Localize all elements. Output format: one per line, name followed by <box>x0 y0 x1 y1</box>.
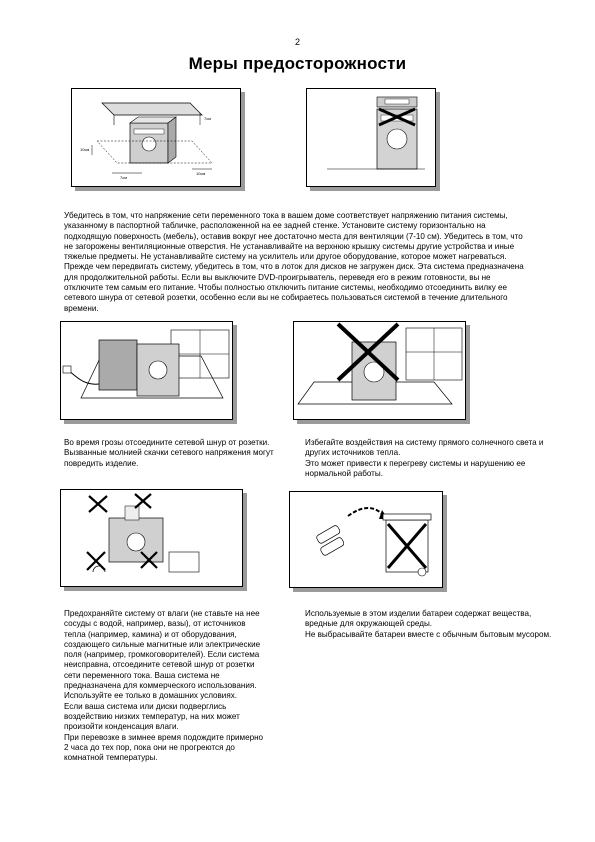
caption-sunlight-line-1: Избегайте воздействия на систему прямого солнечного света и других источников тепла. <box>305 438 544 458</box>
figure-sunlight <box>293 321 466 420</box>
figure-ventilation-clearance <box>71 88 241 187</box>
clearance-label-top: 7см <box>204 116 211 121</box>
page-number: 2 <box>294 37 300 47</box>
intro-paragraph <box>64 211 531 314</box>
intro-text: Убедитесь в том, что напряжение сети переменного тока в вашем доме соответствует напряжению питания системы, указанному в паспортной табличке, расположенной на ее задней стенке. Установите систему горизонтально на подходящую поверхность (мебель), оставив вокруг нее достаточно места для вентиляции (7-10 см). Убедитесь в том, что не загорожены вентиляционные отверстия. Не устанавливайте на верхнюю крышку системы другие устройства и иные тяжелые предметы. Не устанавливайте систему на усилитель или другое оборудование, которое может нагреваться. Прежде чем передвигать систему, убедитесь в том, что в лоток для дисков не загружен диск. Эта система предназначена для продолжительной работы. Если вы выключите DVD-проигрыватель, переведя его в режим готовности, вы не отключите тем самым его питание. Чтобы полностью отключить питание системы, необходимо отсоединить вилку ее сетевого шнура от сетевой розетки, особенно если вы не собираетесь пользоваться системой в течение длительного времени. <box>64 211 524 313</box>
caption-moisture-para-3: При перевозке в зимнее время подождите примерно 2 часа до тех пор, пока они не прогреются до комнатной температуры. <box>64 732 264 763</box>
caption-moisture-para-1: Предохраняйте систему от влаги (не ставьте на нее сосуды с водой, например, вазы), от источников тепла (например, камина) и от оборудования, создающего сильные магнитные или электрические поля (например, громкоговорителей). Если система неисправна, отсоедините сетевой шнур от розетки сети переменного тока. Ваша система не предназначена для коммерческого использования. Используйте ее только в домашних условиях. <box>64 609 261 701</box>
battery-disposal-illustration <box>290 492 442 587</box>
page-title: Меры предосторожности <box>188 54 407 73</box>
stack-prohibited-illustration <box>307 89 435 186</box>
figure-battery-disposal <box>289 491 443 588</box>
figure-moisture-magnets <box>60 489 243 587</box>
caption-moisture <box>64 609 264 763</box>
caption-battery <box>305 609 555 640</box>
figure-unplug <box>60 321 233 420</box>
caption-battery-line-1: Используемые в этом изделии батареи содержат вещества, вредные для окружающей среды. <box>305 609 532 629</box>
sunlight-illustration <box>294 322 465 419</box>
clearance-label-right: 10см <box>196 171 206 176</box>
caption-battery-line-2: Не выбрасывайте батареи вместе с обычным бытовым мусором. <box>305 629 552 639</box>
caption-moisture-para-2: Если ваша система или диски подверглись воздействию низких температур, на них может произойти конденсация влаги. <box>64 701 240 732</box>
figure-nothing-on-top <box>306 88 436 187</box>
moisture-illustration <box>61 490 242 586</box>
ventilation-illustration <box>72 89 240 186</box>
clearance-label-left: 10см <box>80 147 90 152</box>
unplug-illustration <box>61 322 232 419</box>
caption-thunderstorm-text: Во время грозы отсоедините сетевой шнур от розетки. Вызванные молнией скачки сетевого напряжения могут повредить изделие. <box>64 438 274 468</box>
clearance-label-bottom: 7см <box>120 175 127 180</box>
caption-sunlight-line-2: Это может привести к перегреву системы и нарушению ее нормальной работы. <box>305 458 526 478</box>
caption-thunderstorm <box>64 438 284 469</box>
caption-sunlight <box>305 438 545 479</box>
